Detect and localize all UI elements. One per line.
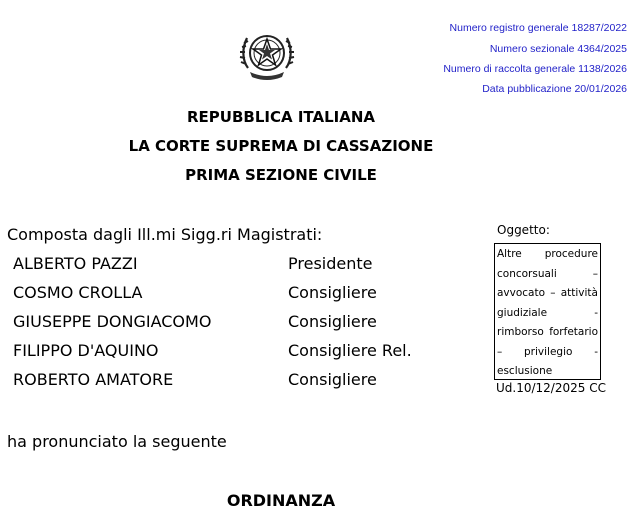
subject-line: Altre procedure — [497, 248, 598, 260]
publication-date: Data pubblicazione 20/01/2026 — [482, 83, 627, 95]
subject-box — [494, 243, 601, 380]
judge-name: ROBERTO AMATORE — [13, 370, 174, 389]
document-type-title: ORDINANZA — [226, 491, 336, 510]
subject-line: rimborso forfetario — [497, 326, 598, 338]
judge-name: GIUSEPPE DONGIACOMO — [13, 312, 212, 331]
italian-republic-emblem-icon — [238, 24, 296, 82]
subject-line: esclusione — [497, 365, 553, 377]
judge-name: COSMO CROLLA — [13, 283, 143, 302]
judge-name: ALBERTO PAZZI — [13, 254, 138, 273]
judge-role: Consigliere — [288, 283, 377, 302]
collection-number: Numero di raccolta generale 1138/2026 — [443, 63, 627, 75]
subject-line: avvocato – attività — [497, 287, 598, 299]
judge-name: FILIPPO D'AQUINO — [13, 341, 159, 360]
composition-intro: Composta dagli Ill.mi Sigg.ri Magistrati: — [7, 225, 323, 244]
subject-label: Oggetto: — [497, 223, 550, 237]
heading-republic: REPUBBLICA ITALIANA — [187, 108, 375, 126]
heading-section: PRIMA SEZIONE CIVILE — [185, 166, 377, 184]
judge-role: Consigliere Rel. — [288, 341, 412, 360]
pronounce-text: ha pronunciato la seguente — [7, 432, 227, 451]
subject-line: concorsuali – — [497, 267, 598, 280]
section-number: Numero sezionale 4364/2025 — [489, 43, 627, 55]
judge-role: Consigliere — [288, 370, 377, 389]
heading-court: LA CORTE SUPREMA DI CASSAZIONE — [128, 137, 434, 155]
registry-number: Numero registro generale 18287/2022 — [449, 22, 627, 34]
hearing-date: Ud.10/12/2025 CC — [496, 381, 606, 395]
judge-role: Consigliere — [288, 312, 377, 331]
subject-line: giudiziale - — [497, 306, 598, 319]
judge-role: Presidente — [288, 254, 373, 273]
subject-line: – privilegio - — [497, 345, 598, 358]
emblem-seal — [238, 24, 296, 82]
